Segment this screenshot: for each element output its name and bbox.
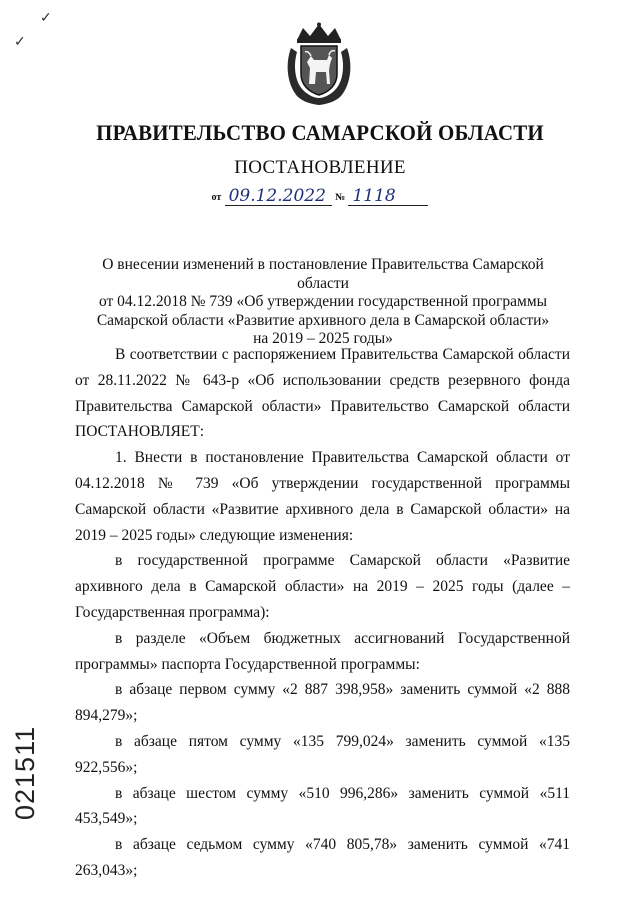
subject-line: О внесении изменений в постановление Правительства Самарской области (102, 256, 544, 292)
subject-line: от 04.12.2018 № 739 «Об утверждении государственной программы (98, 293, 548, 310)
document-type: ПОСТАНОВЛЕНИЕ (234, 157, 406, 178)
body-paragraph: в абзаце шестом сумму «510 996,286» заменить суммой «511 453,549»; (75, 784, 570, 828)
body-paragraph: В соответствии с распоряжением Правительства Самарской области от 28.11.2022 № 643-р «Об использовании средств резервного фонда Правительства Самарской области» Правительство Самарской области ПОСТАНОВЛЯЕТ: (75, 346, 570, 441)
body-paragraph: в абзаце первом сумму «2 887 398,958» заменить суммой «2 888 894,279»; (75, 681, 570, 725)
body-paragraph: 1. Внести в постановление Правительства Самарской области от 04.12.2018 № 739 «Об утверждении государственной программы Самарской области «Развитие архивного дела в Самарской области» на 2019 – 2025 годы» следующие изменения: (75, 449, 570, 544)
number-value: 1118 (348, 187, 428, 206)
date-label: от (211, 192, 222, 203)
corner-tick-mark: ✓ (40, 11, 52, 26)
corner-tick-mark: ✓ (14, 35, 26, 50)
date-number-line (0, 187, 640, 206)
subject-line: Самарской области «Развитие архивного дела в Самарской области» (96, 311, 550, 329)
document-body (75, 342, 570, 884)
body-paragraph: в государственной программе Самарской области «Развитие архивного дела в Самарской области» на 2019 – 2025 годы (далее – Государственная программа): (75, 552, 570, 621)
number-label: № (335, 192, 346, 203)
government-title: ПРАВИТЕЛЬСТВО САМАРСКОЙ ОБЛАСТИ (96, 120, 544, 145)
coat-of-arms-icon (283, 22, 355, 106)
document-subject (78, 256, 568, 349)
margin-stamp-number: 021511 (10, 725, 40, 820)
subject-line: на 2019 – 2025 годы» (253, 330, 393, 347)
date-value: 09.12.2022 (225, 187, 332, 206)
body-paragraph: в разделе «Объем бюджетных ассигнований Государственной программы» паспорта Государственной программы: (75, 629, 570, 673)
body-paragraph: в абзаце седьмом сумму «740 805,78» заменить суммой «741 263,043»; (75, 836, 570, 879)
body-paragraph: в абзаце пятом сумму «135 799,024» заменить суммой «135 922,556»; (75, 732, 570, 776)
